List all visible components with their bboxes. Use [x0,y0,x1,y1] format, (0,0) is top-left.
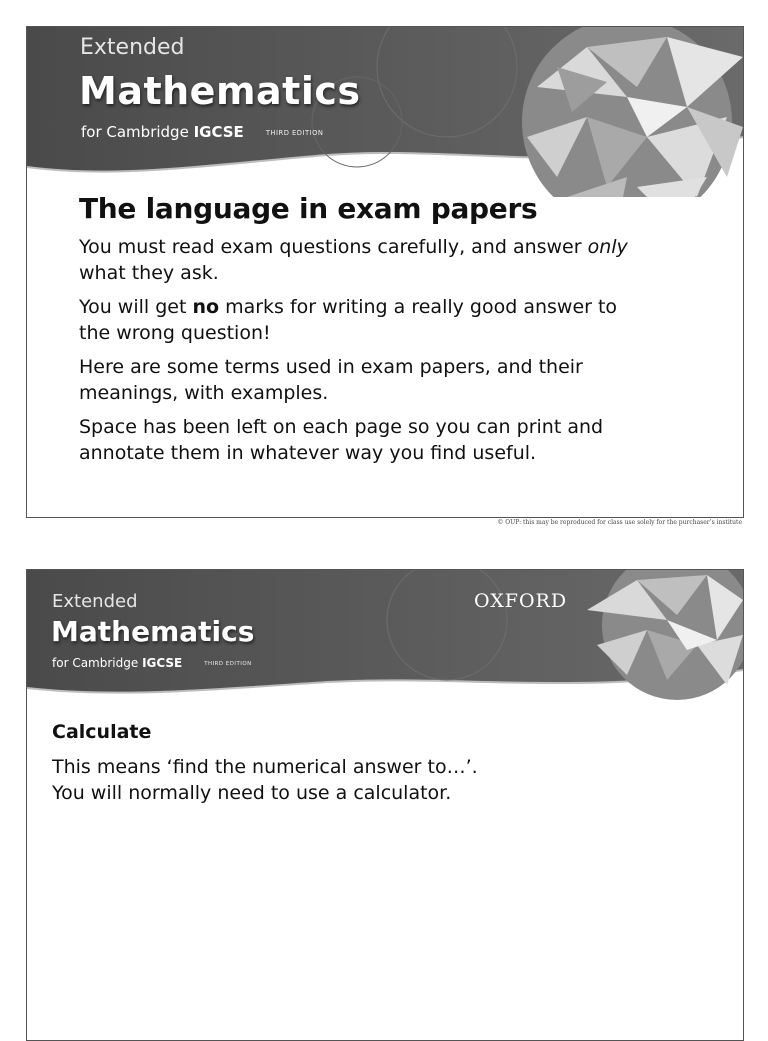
paper-flower-image [522,27,743,197]
term-definition-line-2: You will normally need to use a calculator. [52,782,452,804]
banner-subtitle [81,123,323,141]
banner-mathematics: Mathematics [51,615,255,648]
banner-igcse: IGCSE [193,123,244,141]
slide-2 [26,569,744,1041]
p1-text-a: You must read exam questions carefully, and answer [79,236,588,258]
oxford-logo: OXFORD [474,590,568,612]
banner-for-cambridge: for Cambridge [81,123,194,141]
paragraph-3: Here are some terms used in exam papers, and their meanings, with examples. [79,356,583,404]
copyright-notice: © OUP: this may be reproduced for class use solely for the purchaser’s institute [497,519,742,526]
banner-extended: Extended [52,591,138,612]
paragraph-4: Space has been left on each page so you can print and annotate them in whatever way you find useful. [79,416,604,464]
slide-1 [26,26,744,518]
term-heading: Calculate [52,721,152,743]
paragraph-1 [79,234,639,286]
banner-extended: Extended [80,35,185,60]
p2-text-a: You will get [79,296,193,318]
title-banner [27,570,743,700]
title-banner [27,27,743,197]
banner-edition: THIRD EDITION [265,129,324,137]
paragraph-2 [79,294,639,346]
term-definition-line-1: This means ‘find the numerical answer to…’. [52,756,478,778]
p1-italic: only [587,236,628,258]
banner-for-cambridge: for Cambridge [52,656,143,670]
p2-text-b: marks for writing a really good answer to the wrong question! [79,296,618,344]
p1-text-b: what they ask. [79,262,219,284]
banner-subtitle [52,656,252,670]
p2-bold: no [192,296,220,318]
banner-mathematics: Mathematics [79,69,361,113]
slide-heading: The language in exam papers [79,192,538,225]
banner-igcse: IGCSE [142,656,183,670]
banner-edition: THIRD EDITION [204,661,252,667]
